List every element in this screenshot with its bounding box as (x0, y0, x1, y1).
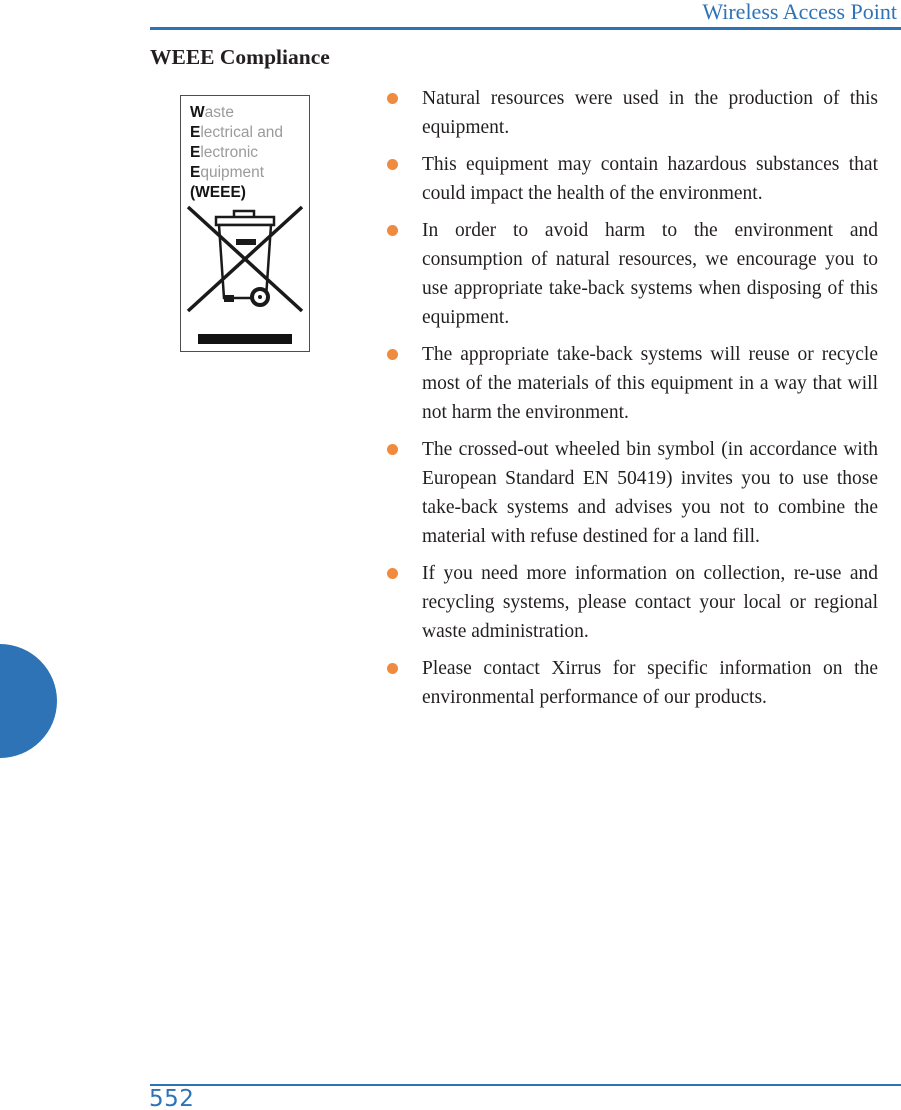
list-item: Natural resources were used in the production of this equipment. (387, 84, 878, 142)
bullet-icon (387, 159, 398, 170)
section-title: WEEE Compliance (150, 45, 330, 69)
list-item: This equipment may contain hazardous substances that could impact the health of the environment. (387, 150, 878, 208)
weee-label-line: Electronic (190, 144, 259, 161)
weee-label-line: Equipment (190, 164, 265, 181)
weee-bullet-list (387, 84, 878, 720)
page-number: 552 (149, 1086, 195, 1110)
header-rule (150, 27, 901, 30)
bullet-icon (387, 93, 398, 104)
weee-label-bar (198, 334, 292, 344)
bullet-icon (387, 444, 398, 455)
chapter-thumb-tab (0, 644, 57, 758)
list-item: The appropriate take-back systems will reuse or recycle most of the materials of this equipment in a way that will not harm the environment. (387, 340, 878, 427)
list-item: In order to avoid harm to the environment and consumption of natural resources, we encourage you to use appropriate take-back systems when disposing of this equipment. (387, 216, 878, 332)
bullet-icon (387, 663, 398, 674)
list-item: The crossed-out wheeled bin symbol (in accordance with European Standard EN 50419) invites you to use those take-back systems and advises you not to combine the material with refuse destined for a land fill. (387, 435, 878, 551)
weee-label-box (180, 95, 310, 352)
footer-rule (150, 1084, 901, 1086)
running-header-title: Wireless Access Point (702, 0, 897, 24)
bullet-icon (387, 349, 398, 360)
list-item: If you need more information on collection, re-use and recycling systems, please contact your local or regional waste administration. (387, 559, 878, 646)
weee-label-line: Waste (190, 104, 234, 121)
weee-label-text (190, 103, 307, 203)
crossed-out-wheeled-bin-icon (184, 203, 306, 315)
list-item: Please contact Xirrus for specific information on the environmental performance of our products. (387, 654, 878, 712)
weee-label-line: Electrical and (190, 124, 284, 141)
weee-label-line: (WEEE) (190, 184, 246, 201)
bullet-icon (387, 225, 398, 236)
bullet-icon (387, 568, 398, 579)
